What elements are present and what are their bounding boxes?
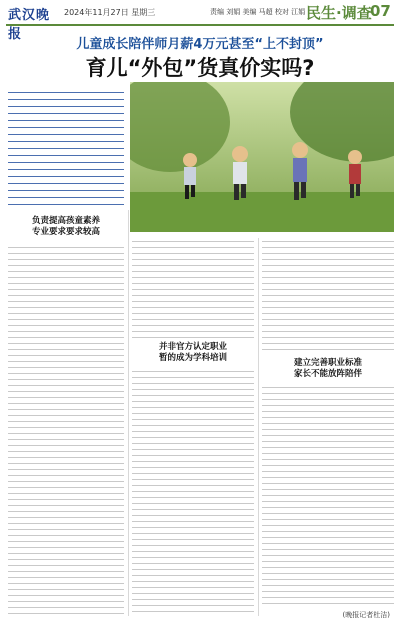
photo-illustration [130,82,394,232]
byline: (晚报记者杜洁) [342,611,390,619]
children-running-photo [130,82,394,232]
page-number: 07 [370,2,391,20]
subhead-3: 建立完善职业标准 家长不能放阵陪伴 [293,358,362,379]
lead-paragraph [8,88,124,208]
column-2-text-top [132,238,254,338]
column-2-text-bottom [132,368,254,614]
column-divider [128,210,129,616]
main-headline: 育儿“外包”货真价实吗? [85,56,315,80]
editors-line: 责编 刘娟 美编 马超 校对 江娟 [210,8,306,16]
kicker-headline: 儿童成长陪伴师月薪4万元甚至“上不封顶” [76,37,324,52]
subhead-1: 负责提高孩童素养 专业要求要求较高 [31,216,100,237]
newspaper-logo: 武汉晚报 [8,8,51,42]
subhead-2: 并非官方认定职业 暂的成为学科培训 [158,342,227,363]
column-divider [258,238,259,616]
column-3-text-top [262,238,394,354]
column-3-text-bottom [262,384,394,604]
masthead [0,0,400,42]
column-1-text [8,244,124,614]
section-title: 民生·调查 [306,4,372,22]
header-rule [6,24,394,26]
issue-date: 2024年11月27日 星期三 [64,8,156,17]
